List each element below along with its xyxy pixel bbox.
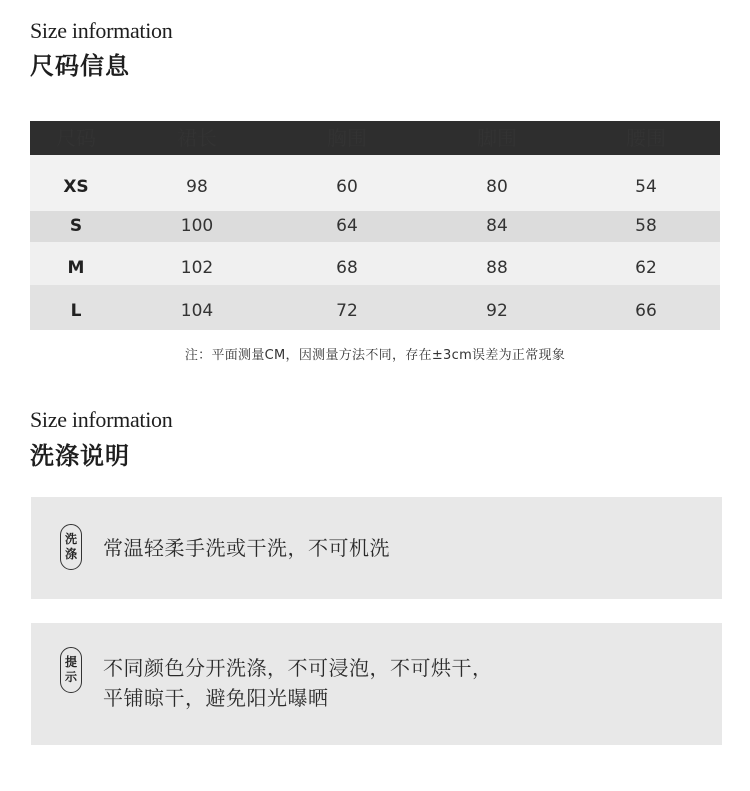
wash-instruction-card [31, 497, 722, 599]
bust-cell: 72 [336, 301, 358, 321]
header-length: 裙长 [177, 126, 217, 150]
table-row [30, 155, 720, 211]
size-section-cn-title: 尺码信息 [30, 52, 130, 80]
bust-cell: 68 [336, 258, 358, 278]
wash-section-cn-title: 洗涤说明 [30, 442, 130, 470]
header-size: 尺码 [56, 126, 96, 150]
wash-badge-char: 涤 [64, 547, 77, 561]
hem-cell: 80 [486, 177, 508, 197]
size-table-header [30, 121, 720, 155]
measurement-note: 注：平面测量CM，因测量方法不同，存在±3cm误差为正常现象 [184, 348, 566, 363]
header-bust: 胸围 [327, 126, 367, 150]
header-waist: 腰围 [626, 126, 666, 150]
bust-cell: 60 [336, 177, 358, 197]
table-row [30, 211, 720, 242]
tip-badge-char: 示 [64, 670, 77, 684]
size-table [30, 121, 720, 330]
wash-tip-line: 不同颜色分开洗涤，不可浸泡，不可烘干， [103, 656, 493, 680]
wash-instruction-line: 常温轻柔手洗或干洗，不可机洗 [103, 536, 390, 560]
hem-cell: 88 [486, 258, 508, 278]
header-hem: 脚围 [477, 126, 517, 150]
wash-badge [60, 524, 82, 570]
wash-instruction-text [103, 533, 390, 563]
size-section-en-title: Size information [30, 18, 173, 43]
size-cell: S [69, 216, 83, 236]
bust-cell: 64 [336, 216, 358, 236]
hem-cell: 92 [486, 301, 508, 321]
wash-badge-char: 洗 [64, 532, 77, 546]
hem-cell: 84 [486, 216, 508, 236]
length-cell: 100 [180, 216, 214, 236]
waist-cell: 58 [635, 216, 657, 236]
wash-tip-card [31, 623, 722, 745]
length-cell: 98 [186, 177, 208, 197]
length-cell: 104 [180, 301, 214, 321]
wash-tip-line: 平铺晾干，避免阳光曝晒 [103, 686, 329, 710]
waist-cell: 54 [635, 177, 657, 197]
size-cell: XS [63, 177, 89, 197]
size-cell: M [67, 258, 85, 278]
tip-badge [60, 647, 82, 693]
table-row [30, 285, 720, 330]
length-cell: 102 [180, 258, 214, 278]
table-row [30, 242, 720, 285]
wash-section-en-title: Size information [30, 407, 173, 432]
tip-badge-char: 提 [64, 655, 77, 669]
wash-tip-text [103, 653, 493, 713]
waist-cell: 66 [635, 301, 657, 321]
size-cell: L [70, 301, 82, 321]
waist-cell: 62 [635, 258, 657, 278]
